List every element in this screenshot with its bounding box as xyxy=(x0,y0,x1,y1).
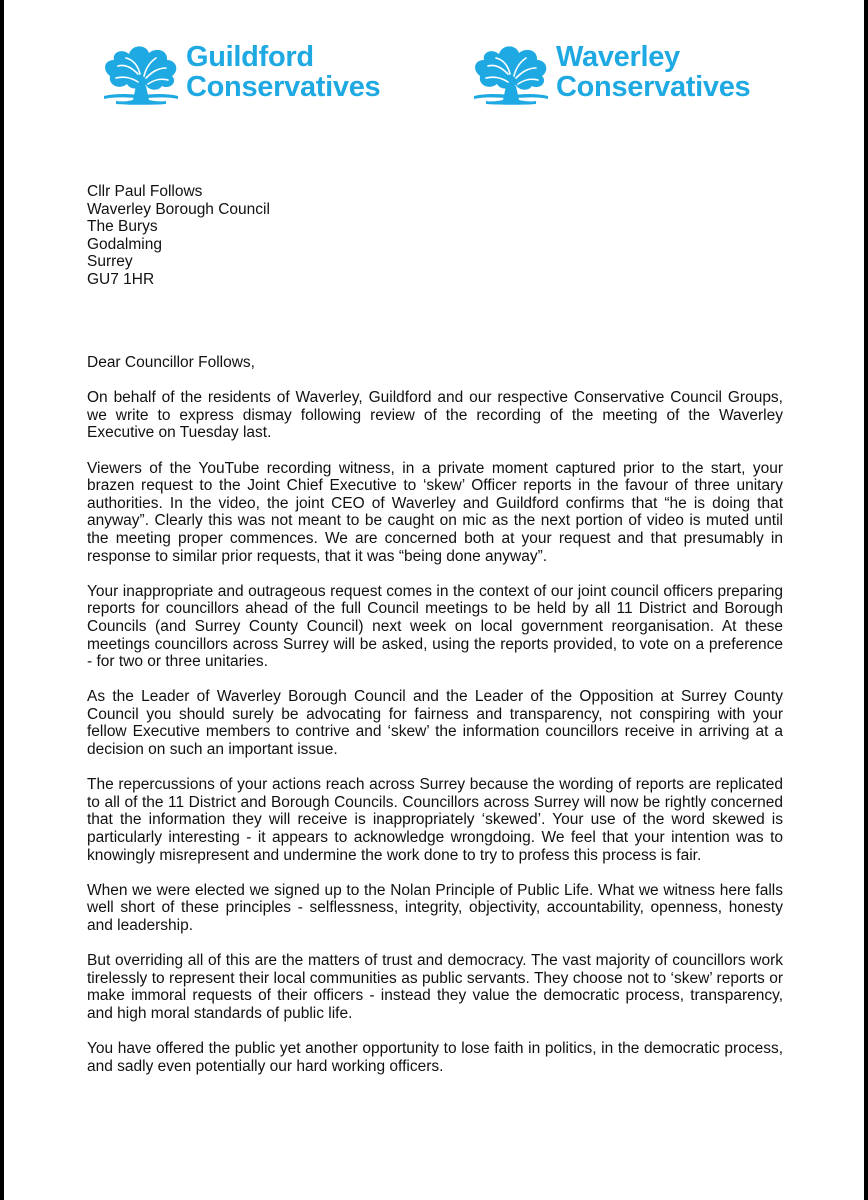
paragraph: Viewers of the YouTube recording witness, in a private moment captured prior to the start, your brazen request to the Joint Chief Executive to ‘skew’ Officer reports in the favour of three unitary authorities. In the video, the joint CEO of Waverley and Guildford confirms that “he is doing that anyway”. Clearly this was not meant to be caught on mic as the next portion of video is muted until the meeting proper commences. We are concerned both at your request and that presumably in response to similar prior requests, that it was “being done anyway”. xyxy=(87,459,783,565)
address-line: Cllr Paul Follows xyxy=(87,183,203,200)
guildford-conservatives-logo xyxy=(96,38,380,108)
paragraph: But overriding all of this are the matters of trust and democracy. The vast majority of councillors work tirelessly to represent their local communities as public servants. They choose not to ‘skew’ reports or make immoral requests of their officers - instead they value the democratic process, transparency, and high moral standards of public life. xyxy=(87,952,783,1022)
address-line: The Burys xyxy=(87,218,158,236)
logo-line-1: Waverley xyxy=(556,41,680,74)
address-line: Waverley Borough Council xyxy=(87,200,270,218)
logo-line-1: Guildford xyxy=(186,41,314,74)
tree-logo-icon xyxy=(96,38,186,108)
letter-page xyxy=(4,0,864,1200)
logo-wordmark xyxy=(556,43,750,102)
address-line: Surrey xyxy=(87,253,133,271)
paragraph: On behalf of the residents of Waverley, Guildford and our respective Conservative Council Groups, we write to express dismay following review of the recording of the meeting of the Waverley Executive on Tuesday last. xyxy=(87,389,783,442)
paragraph: As the Leader of Waverley Borough Council and the Leader of the Opposition at Surrey County Council you should surely be advocating for fairness and transparency, not conspiring with your fellow Executive members to contrive and ‘skew’ the information councillors receive in arriving at a decision on such an important issue. xyxy=(87,688,783,759)
logo-wordmark xyxy=(186,43,380,102)
waverley-conservatives-logo xyxy=(466,38,750,108)
paragraph: The repercussions of your actions reach across Surrey because the wording of reports are replicated to all of the 11 District and Borough Councils. Councillors across Surrey will now be rightly concerned that the information they will receive is inappropriately ‘skewed’. Your use of the word skewed is particularly interesting - it appears to acknowledge wrongdoing. We feel that your intention was to knowingly misrepresent and undermine the work done to try to profess this process is fair. xyxy=(87,776,783,864)
recipient-address xyxy=(87,183,270,289)
address-line: GU7 1HR xyxy=(87,270,155,288)
salutation: Dear Councillor Follows, xyxy=(87,354,255,371)
logo-line-2: Conservatives xyxy=(186,71,381,103)
paragraph: When we were elected we signed up to the Nolan Principle of Public Life. What we witness here falls well short of these principles - selflessness, integrity, objectivity, accountability, openness, honesty and leadership. xyxy=(87,881,783,934)
paragraph: You have offered the public yet another opportunity to lose faith in politics, in the democratic process, and sadly even potentially our hard working officers. xyxy=(87,1040,783,1075)
letter-body xyxy=(87,354,783,1093)
address-line: Godalming xyxy=(87,235,162,253)
tree-logo-icon xyxy=(466,38,556,108)
paragraph: Your inappropriate and outrageous request comes in the context of our joint council officers preparing reports for councillors ahead of the full Council meetings to be held by all 11 District and Borough Councils (and Surrey County Council) next week on local government reorganisation. At these meetings councillors across Surrey will be asked, using the reports provided, to vote on a preference - for two or three unitaries. xyxy=(87,582,783,671)
logo-line-2: Conservatives xyxy=(556,71,751,103)
